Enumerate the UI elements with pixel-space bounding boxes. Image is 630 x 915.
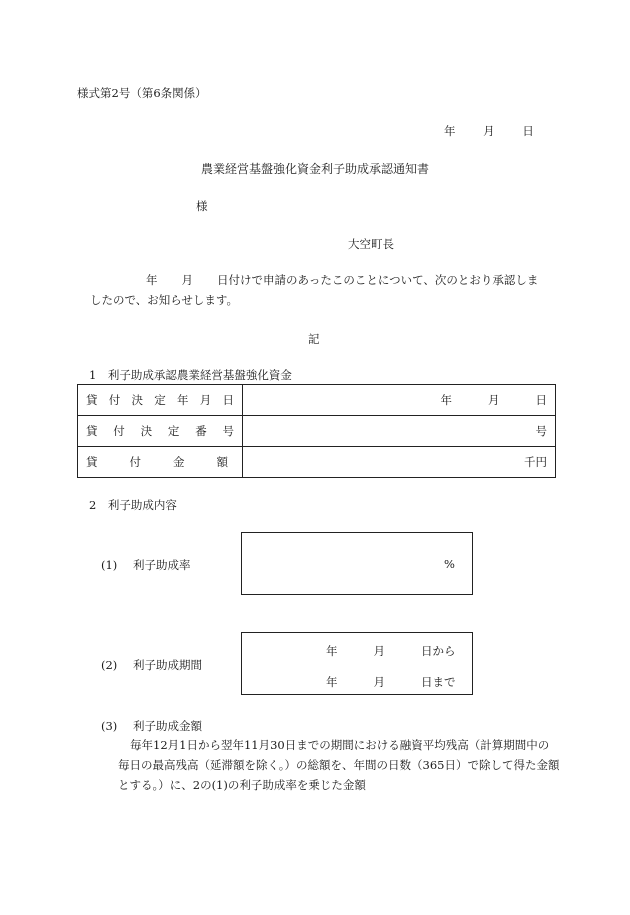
loan-table (77, 384, 556, 478)
document-title: 農業経営基盤強化資金利子助成承認通知書 (201, 162, 430, 176)
date-year: 年 (444, 124, 456, 138)
period-box[interactable] (241, 632, 473, 695)
intro-line2: したので、お知らせします。 (90, 293, 239, 307)
row-label-decision-date: 貸 付 決 定 年 月 日 (78, 385, 243, 416)
issuer: 大空町長 (348, 237, 394, 251)
section1-heading: 1 利子助成承認農業経営基盤強化資金 (89, 368, 292, 382)
ki-heading: 記 (308, 332, 320, 346)
period-label (101, 657, 202, 673)
rate-box[interactable] (241, 532, 473, 595)
date-month: 月 (483, 124, 495, 138)
amount-line-3: とする。）に、2の(1)の利子助成率を乗じた金額 (118, 778, 366, 792)
date-day: 日 (522, 124, 534, 138)
to-day: 日まで (421, 675, 456, 689)
unit-thousand-yen: 千円 (524, 455, 547, 469)
intro-year: 年 (146, 273, 158, 287)
period-to (326, 674, 456, 690)
period-num: (2) (101, 658, 118, 672)
rate-text: 利子助成率 (132, 558, 191, 572)
from-year: 年 (326, 644, 338, 658)
amount-label (101, 718, 202, 734)
to-year: 年 (326, 675, 338, 689)
table-row (78, 416, 556, 447)
row-value-loan-amount[interactable] (243, 447, 556, 478)
form-number: 様式第2号（第6条関係） (77, 86, 207, 100)
intro-line1: 日付けで申請のあったこのことについて、次のとおり承認しま (217, 273, 539, 287)
unit-day: 日 (535, 393, 547, 407)
amount-line-2: 毎日の最高残高（延滞額を除く。）の総額を、年間の日数（365日）で除して得た金額 (118, 758, 560, 772)
period-text: 利子助成期間 (132, 658, 202, 672)
amount-text: 利子助成金額 (132, 719, 202, 733)
unit-year: 年 (440, 393, 452, 407)
addressee-suffix: 様 (196, 199, 208, 213)
unit-number: 号 (535, 424, 547, 438)
rate-num: (1) (101, 558, 118, 572)
amount-num: (3) (101, 719, 118, 733)
table-row (78, 447, 556, 478)
section2-heading: 2 利子助成内容 (89, 498, 177, 512)
date-line (444, 123, 534, 139)
from-day: 日から (421, 644, 456, 658)
intro-month: 月 (181, 273, 193, 287)
intro-paragraph (90, 270, 538, 310)
amount-line-1: 毎年12月1日から翌年11月30日までの期間における融資平均残高（計算期間中の (130, 738, 550, 752)
unit-month: 月 (488, 393, 500, 407)
row-value-decision-number[interactable] (243, 416, 556, 447)
row-value-decision-date[interactable] (243, 385, 556, 416)
from-month: 月 (373, 644, 385, 658)
table-row (78, 385, 556, 416)
rate-unit: % (444, 557, 455, 571)
amount-description (118, 735, 559, 795)
row-label-loan-amount: 貸 付 金 額 (78, 447, 243, 478)
period-from (326, 643, 456, 659)
rate-label (101, 557, 190, 573)
to-month: 月 (373, 675, 385, 689)
row-label-decision-number: 貸 付 決 定 番 号 (78, 416, 243, 447)
